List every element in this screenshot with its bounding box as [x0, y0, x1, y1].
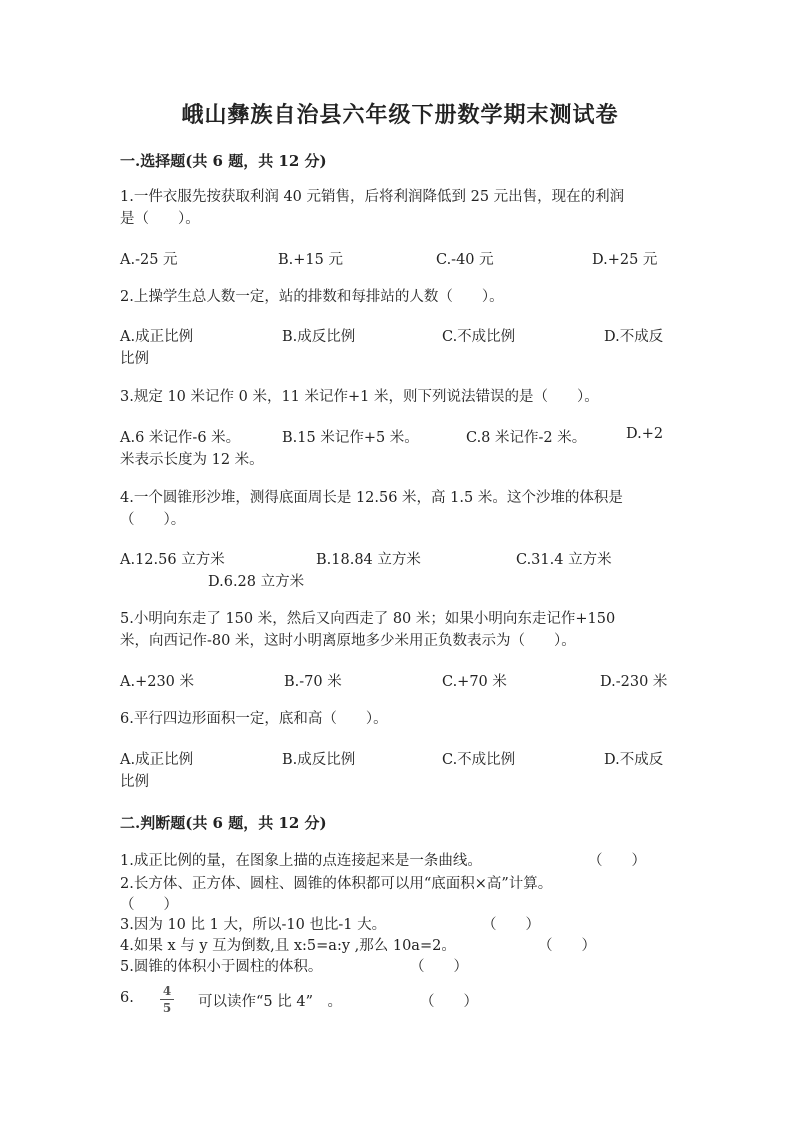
option-b[interactable]: B.18.84 立方米 — [316, 552, 421, 568]
question-text: 1.一件衣服先按获取利润 40 元销售，后将利润降低到 25 元出售，现在的利润 — [120, 189, 625, 205]
answer-blank[interactable]: （ ） — [120, 897, 178, 913]
section-heading-judge: 二.判断题(共 6 题，共 12 分) — [120, 814, 327, 832]
option-a[interactable]: A.成正比例 — [120, 752, 194, 768]
answer-blank[interactable]: （ ） — [538, 938, 596, 954]
question-text: 是（ ）。 — [120, 211, 200, 227]
fraction-numerator: 4 — [162, 984, 172, 998]
options-row — [120, 548, 676, 570]
judge-item-4: 4.如果 x 与 y 互为倒数,且 x:5=a:y ,那么 10a=2。 — [120, 938, 456, 954]
option-c[interactable]: C.31.4 立方米 — [516, 552, 612, 568]
option-b[interactable]: B.+15 元 — [278, 252, 343, 268]
judge-item-6-text: 可以读作“5 比 4” 。 — [198, 994, 342, 1010]
option-d[interactable]: D.6.28 立方米 — [208, 574, 305, 590]
option-a[interactable]: A.-25 元 — [120, 252, 178, 268]
question-text: 4.一个圆锥形沙堆，测得底面周长是 12.56 米，高 1.5 米。这个沙堆的体积是 — [120, 490, 623, 506]
option-d-wrap: 米表示长度为 12 米。 — [120, 452, 264, 468]
question-4 — [120, 487, 676, 531]
judge-item-3: 3.因为 10 比 1 大，所以-10 也比-1 大。 — [120, 917, 387, 933]
option-a[interactable]: A.成正比例 — [120, 329, 194, 345]
option-d[interactable]: D.-230 米 — [600, 674, 668, 690]
option-b[interactable]: B.15 米记作+5 米。 — [282, 430, 419, 446]
judge-item-5: 5.圆锥的体积小于圆柱的体积。 — [120, 959, 323, 975]
option-b[interactable]: B.成反比例 — [282, 752, 356, 768]
question-text: 3.规定 10 米记作 0 米，11 米记作+1 米，则下列说法错误的是（ ）。 — [120, 389, 599, 405]
options-row-2 — [120, 570, 676, 592]
option-d[interactable]: D.+2 — [626, 426, 664, 442]
option-c[interactable]: C.-40 元 — [436, 252, 494, 268]
judge-item-2: 2.长方体、正方体、圆柱、圆锥的体积都可以用“底面积×高”计算。 — [120, 876, 553, 892]
question-3 — [120, 386, 676, 408]
judge-item-1: 1.成正比例的量，在图象上描的点连接起来是一条曲线。 — [120, 853, 482, 869]
option-d[interactable]: D.+25 元 — [592, 252, 658, 268]
option-b[interactable]: B.-70 米 — [284, 674, 342, 690]
option-c[interactable]: C.+70 米 — [442, 674, 507, 690]
answer-blank[interactable]: （ ） — [420, 994, 478, 1010]
options-row — [120, 670, 676, 692]
options-row — [120, 426, 676, 448]
option-a[interactable]: A.6 米记作-6 米。 — [120, 430, 241, 446]
fraction — [160, 984, 174, 1015]
judge-item-6-number: 6. — [120, 990, 134, 1006]
option-d-wrap: 比例 — [120, 774, 149, 790]
option-b[interactable]: B.成反比例 — [282, 329, 356, 345]
question-text: 2.上操学生总人数一定，站的排数和每排站的人数（ ）。 — [120, 289, 504, 305]
page-title: 峨山彝族自治县六年级下册数学期末测试卷 — [181, 102, 619, 128]
section-heading-choice: 一.选择题(共 6 题，共 12 分) — [120, 152, 327, 170]
option-c[interactable]: C.8 米记作-2 米。 — [466, 430, 587, 446]
option-d[interactable]: D.不成反 — [604, 329, 664, 345]
answer-blank[interactable]: （ ） — [482, 917, 540, 933]
question-text: （ ）。 — [120, 512, 186, 528]
question-1 — [120, 186, 676, 230]
option-a[interactable]: A.+230 米 — [120, 674, 195, 690]
question-text: 米，向西记作-80 米，这时小明离原地多少米用正负数表示为（ ）。 — [120, 633, 576, 649]
options-row — [120, 325, 676, 347]
fraction-denominator: 5 — [162, 1001, 172, 1015]
question-text: 6.平行四边形面积一定，底和高（ ）。 — [120, 711, 388, 727]
options-row — [120, 748, 676, 770]
question-5 — [120, 608, 676, 652]
answer-blank[interactable]: （ ） — [588, 853, 646, 869]
option-c[interactable]: C.不成比例 — [442, 752, 516, 768]
option-d[interactable]: D.不成反 — [604, 752, 664, 768]
answer-blank[interactable]: （ ） — [410, 959, 468, 975]
option-a[interactable]: A.12.56 立方米 — [120, 552, 225, 568]
option-c[interactable]: C.不成比例 — [442, 329, 516, 345]
option-d-wrap: 比例 — [120, 351, 149, 367]
question-text: 5.小明向东走了 150 米，然后又向西走了 80 米；如果小明向东走记作+150 — [120, 611, 616, 627]
options-row — [120, 248, 676, 270]
question-6 — [120, 708, 676, 730]
question-2 — [120, 286, 676, 308]
fraction-bar — [160, 999, 174, 1000]
